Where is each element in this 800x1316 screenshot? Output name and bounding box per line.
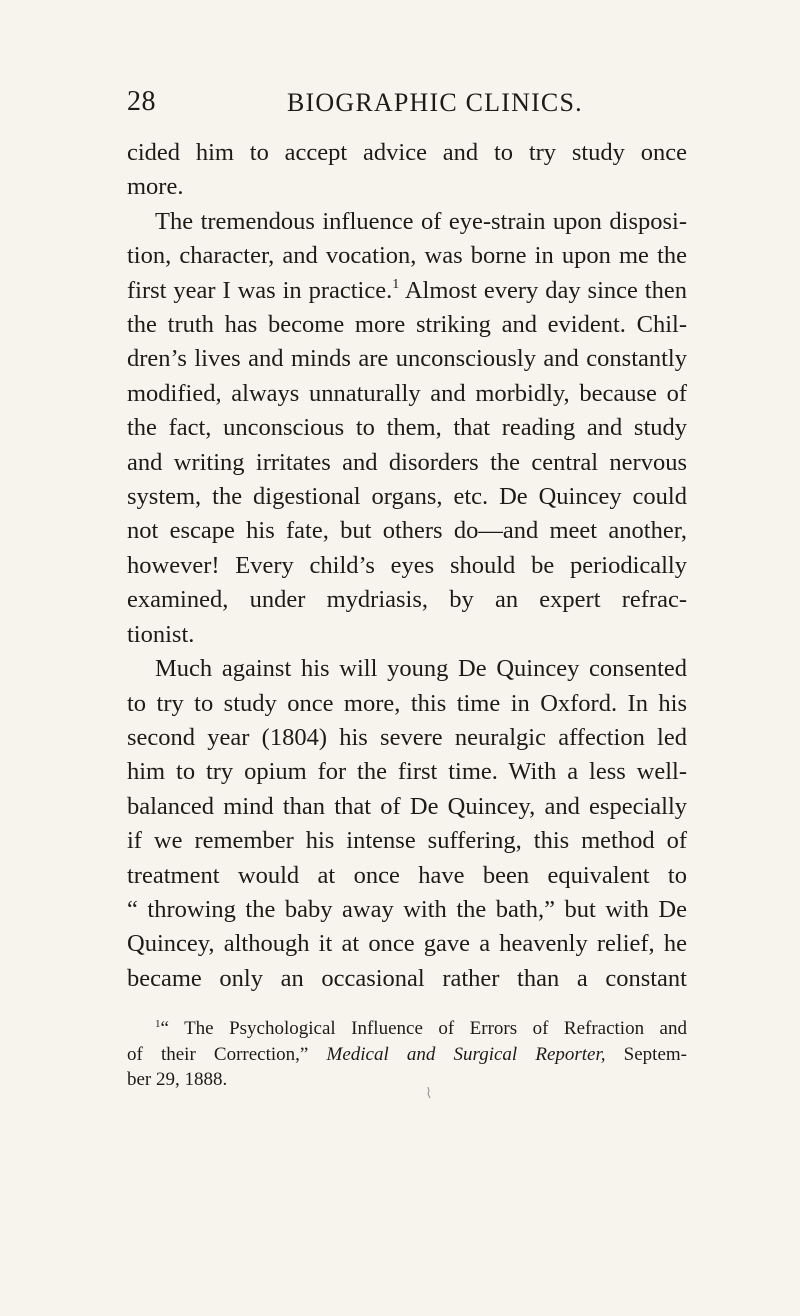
text-line: balanced mind than that of De Quincey, and especially [127,792,687,820]
text-line: tionist. [127,620,195,648]
footnote-text: Septem- [605,1043,687,1065]
footnote-marker: 1 [155,1018,161,1030]
text-line: Quincey, although it at once gave a heavenly relief, he [127,930,687,958]
text-line: modified, always unnaturally and morbidly, because of [127,379,687,407]
text-line: if we remember his intense suffering, this method of [127,827,687,855]
footnote-text: of their Correction,” [127,1043,327,1065]
footnote-reference: 1 [392,276,400,292]
footnote [127,1016,687,1093]
paragraph-3 [127,652,687,996]
text-line: not escape his fate, but others do—and meet another, [127,517,687,545]
page-number: 28 [127,86,156,117]
text-line: tion, character, and vocation, was borne in upon me the [127,242,687,270]
footnote-text: “ The Psychological Influence of Errors of Refraction and [160,1018,687,1039]
running-title: BIOGRAPHIC CLINICS. [287,88,583,117]
footnote-line [127,1016,687,1042]
footnote-line [127,1042,687,1068]
text-line: and writing irritates and disorders the central nervous [127,448,687,476]
text-line: cided him to accept advice and to try study once [127,139,687,166]
text-line: system, the digestional organs, etc. De Quincey could [127,483,687,511]
text-line: The tremendous influence of eye-strain upon disposi- [155,207,687,235]
text-line: however! Every child’s eyes should be periodically [127,551,687,579]
text-line: Much against his will young De Quincey consented [155,655,687,683]
text-line-with-footnote-ref [127,274,687,308]
text-segment: first year I was in practice. [127,276,393,304]
paragraph-1 [127,136,687,205]
text-line: treatment would at once have been equivalent to [127,861,687,889]
text-line: dren’s lives and minds are unconsciously and constantly [127,345,687,373]
text-line: the truth has become more striking and evident. Chil- [127,311,687,339]
running-head [127,86,687,126]
text-line: second year (1804) his severe neuralgic affection led [127,723,687,751]
text-line: to try to study once more, this time in Oxford. In his [127,689,687,717]
text-line: became only an occasional rather than a constant [127,964,687,992]
text-line: examined, under mydriasis, by an expert refrac- [127,586,687,614]
body-text [127,136,687,996]
footnote-line: ber 29, 1888. [127,1069,228,1091]
text-line: “ throwing the baby away with the bath,” but with De [127,895,687,923]
journal-title: Medical and Surgical Reporter, [326,1043,606,1065]
text-line: more. [127,173,184,201]
ink-speck [426,1086,432,1100]
paragraph-2 [127,205,687,652]
text-segment: Almost every day since then [404,276,687,304]
text-line: the fact, unconscious to them, that reading and study [127,414,687,442]
text-line: him to try opium for the first time. With a less well- [127,758,687,786]
